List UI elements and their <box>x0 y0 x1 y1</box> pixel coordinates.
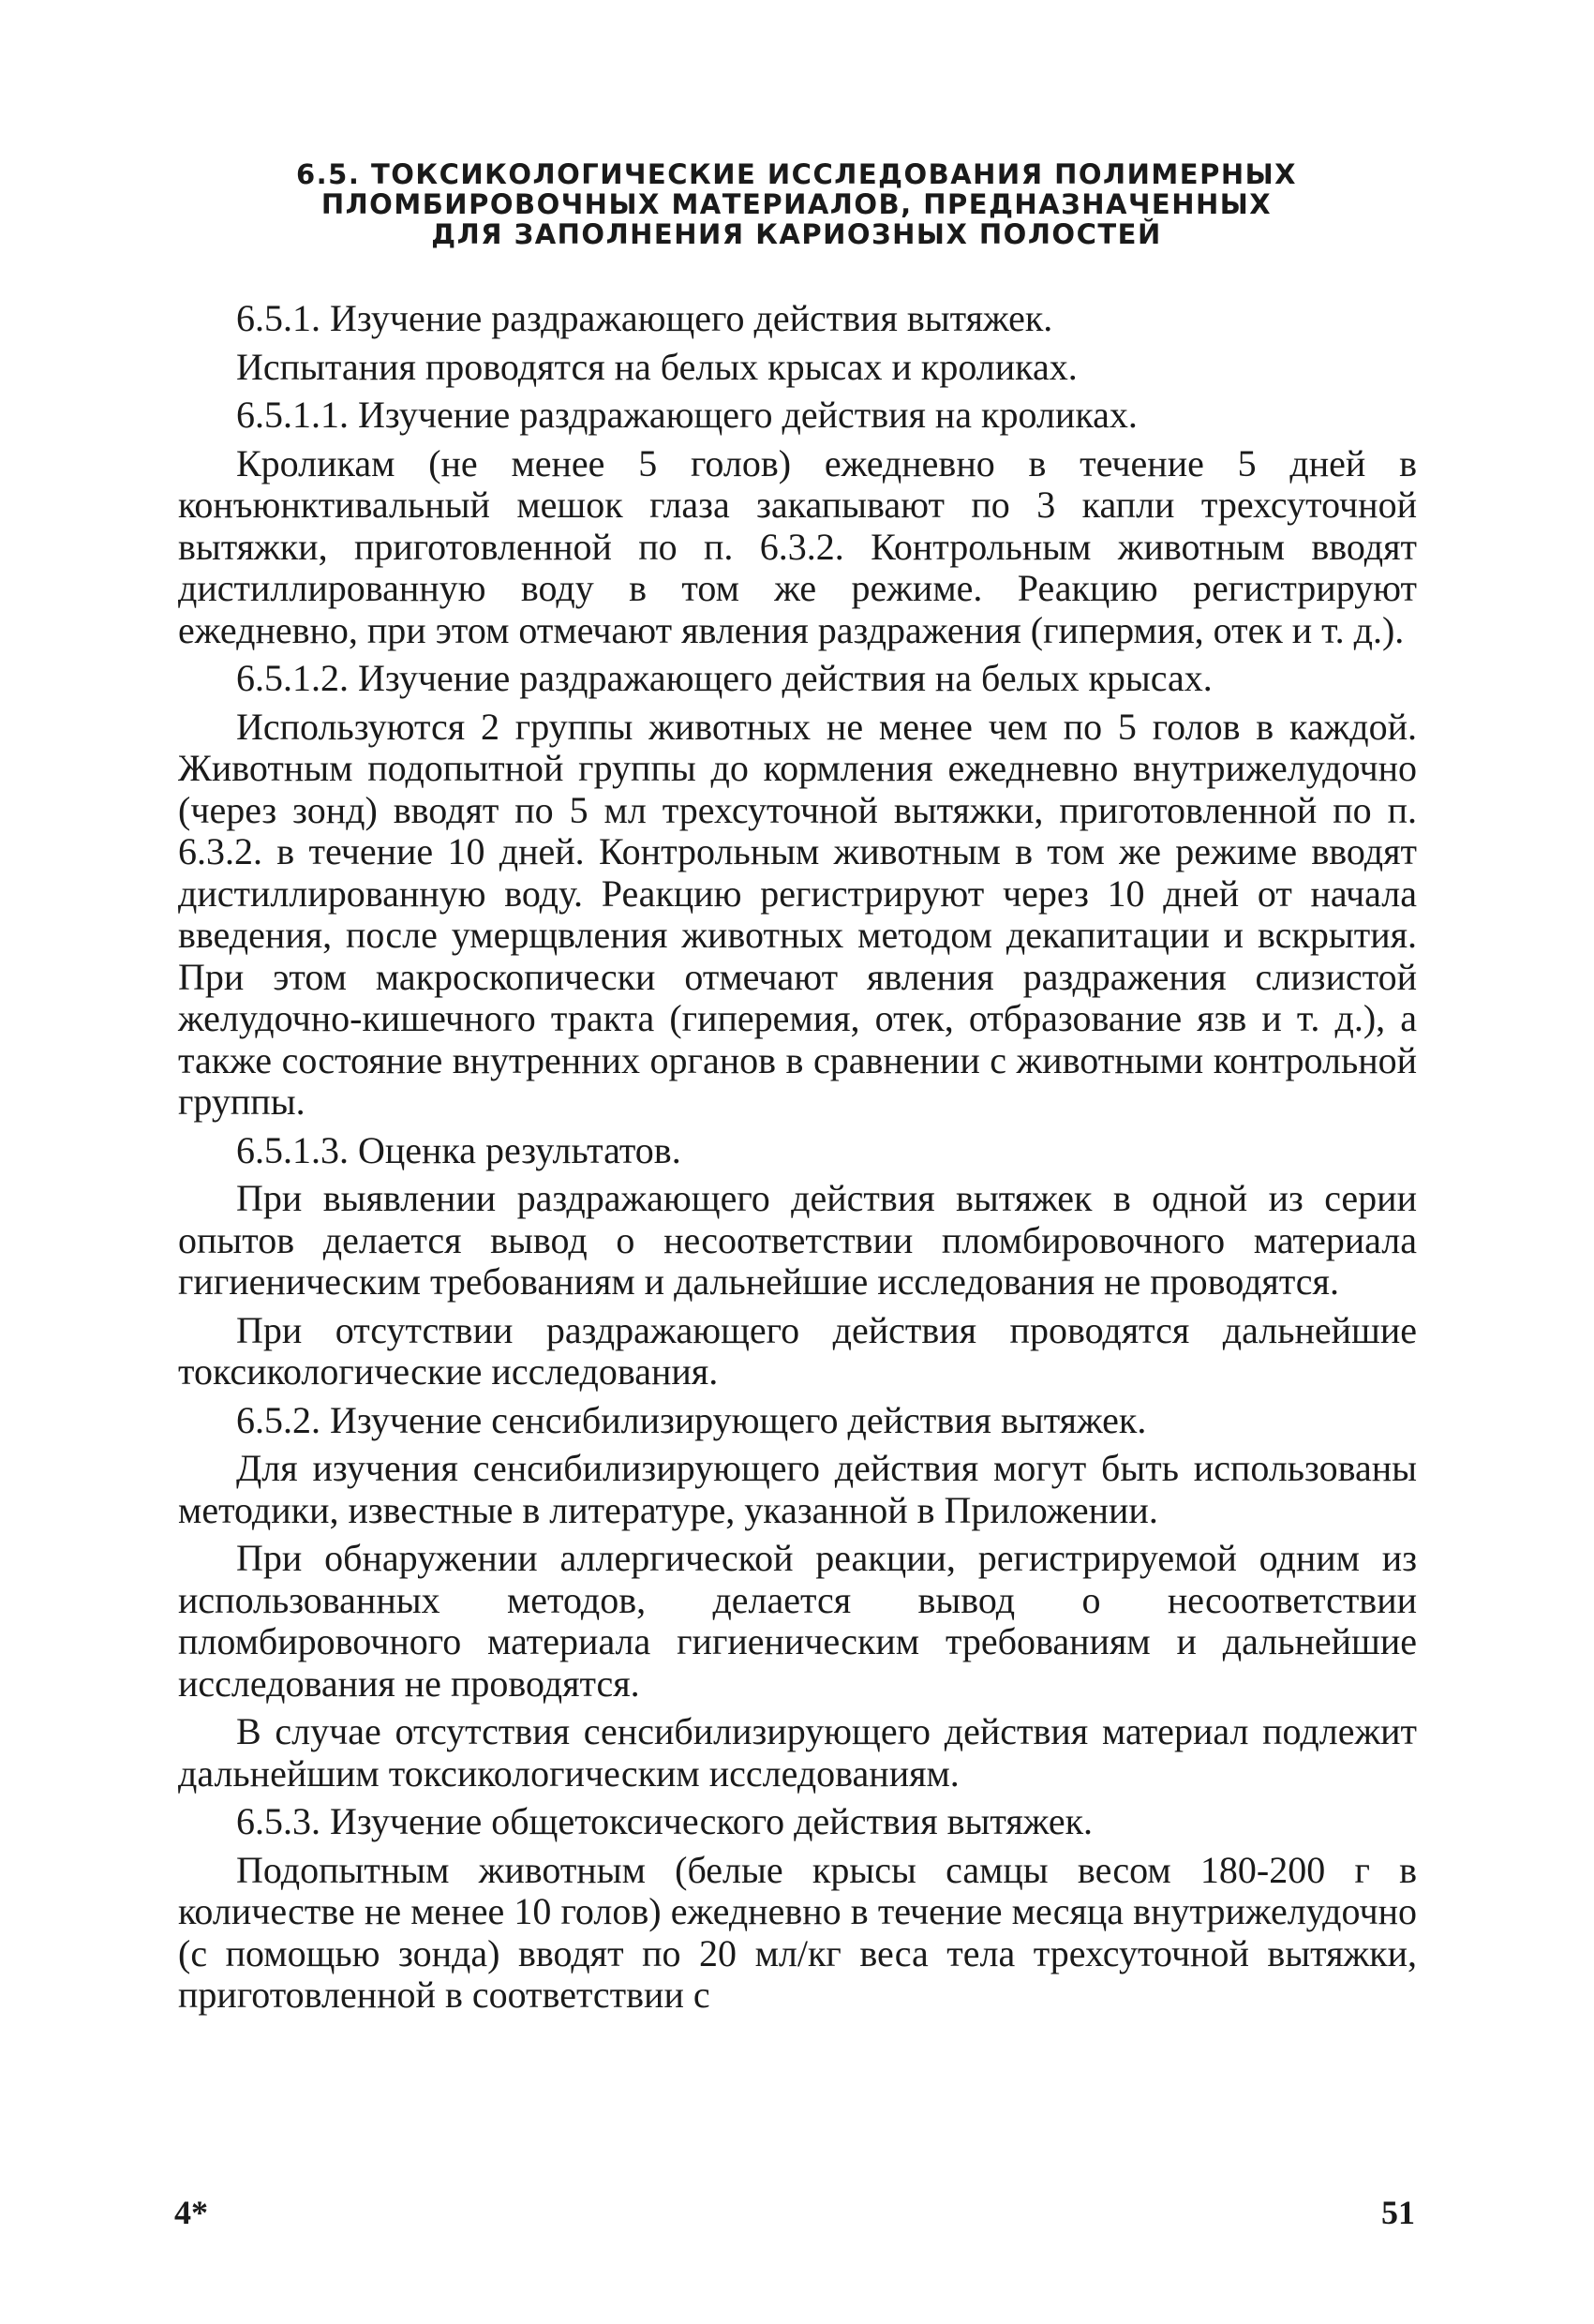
paragraph: В случае отсутствия сенсибилизирующего действия материал подлежит дальнейшим токсикологическим исследованиям. <box>178 1710 1417 1795</box>
paragraph: Используются 2 группы животных не менее чем по 5 голов в каждой. Животным подопытной группы до кормления ежедневно внутрижелудочно (через зонд) вводят по 5 мл трехсуточной вытяжки, приготовленной по п. 6.3.2. в течение 10 дней. Контрольным животным в том же режиме вводят дистиллированную воду. Реакцию регистрируют через 10 дней от начала введения, после умерщвления животных методом декапитации и вскрытия. При этом макроскопически отмечают явления раздражения слизистой желудочно-кишечного тракта (гиперемия, отек, отбразование язв и т. д.), а также состояние внутренних органов в сравнении с животными контрольной группы. <box>178 705 1417 1123</box>
paragraph: Подопытным животным (белые крысы самцы весом 180-200 г в количестве не менее 10 голов) ежедневно в течение месяца внутрижелудочно (с помощью зонда) вводят по 20 мл/кг веса тела трехсуточной вытяжки, приготовленной в соответствии с <box>178 1848 1417 2016</box>
subsection-title-6-5-3: 6.5.3. Изучение общетоксического действия вытяжек. <box>236 1800 1094 1842</box>
subsection-title-6-5-1-2: 6.5.1.2. Изучение раздражающего действия на белых крысах. <box>236 657 1213 699</box>
subsection-title-6-5-1-3: 6.5.1.3. Оценка результатов. <box>236 1128 681 1171</box>
heading-line-1: 6.5. ТОКСИКОЛОГИЧЕСКИЕ ИССЛЕДОВАНИЯ ПОЛИМЕРНЫХ <box>295 158 1298 190</box>
heading-line-3: ДЛЯ ЗАПОЛНЕНИЯ КАРИОЗНЫХ ПОЛОСТЕЙ <box>431 218 1162 250</box>
paragraph: При обнаружении аллергической реакции, регистрируемой одним из использованных методов, делается вывод о несоответствии пломбировочного материала гигиеническим требованиям и дальнейшие исследования не проводятся. <box>178 1537 1417 1705</box>
body-text <box>178 298 1417 2023</box>
paragraph: Испытания проводятся на белых крысах и кроликах. <box>236 345 1078 388</box>
signature-mark: 4* <box>174 2194 208 2231</box>
subsection-title-6-5-2: 6.5.2. Изучение сенсибилизирующего действия вытяжек. <box>236 1398 1147 1441</box>
subsection-title-6-5-1: 6.5.1. Изучение раздражающего действия вытяжек. <box>236 297 1053 339</box>
subsection-title-6-5-1-1: 6.5.1.1. Изучение раздражающего действия на кроликах. <box>236 394 1138 436</box>
paragraph: Кроликам (не менее 5 голов) ежедневно в течение 5 дней в конъюнктивальный мешок глаза закапывают по 3 капли трехсуточной вытяжки, приготовленной по п. 6.3.2. Контрольным животным вводят дистиллированную воду в том же режиме. Реакцию регистрируют ежедневно, при этом отмечают явления раздражения (гипермия, отек и т. д.). <box>178 441 1417 651</box>
paragraph: При отсутствии раздражающего действия проводятся дальнейшие токсикологические исследования. <box>178 1308 1417 1393</box>
page-number: 51 <box>1381 2194 1415 2231</box>
paragraph: При выявлении раздражающего действия вытяжек в одной из серии опытов делается вывод о несоответствии пломбировочного материала гигиеническим требованиям и дальнейшие исследования не проводятся. <box>178 1177 1417 1303</box>
section-heading <box>239 159 1354 249</box>
paragraph: Для изучения сенсибилизирующего действия могут быть использованы методики, известные в литературе, указанной в Приложении. <box>178 1447 1417 1531</box>
heading-line-2: ПЛОМБИРОВОЧНЫХ МАТЕРИАЛОВ, ПРЕДНАЗНАЧЕННЫХ <box>320 188 1273 220</box>
